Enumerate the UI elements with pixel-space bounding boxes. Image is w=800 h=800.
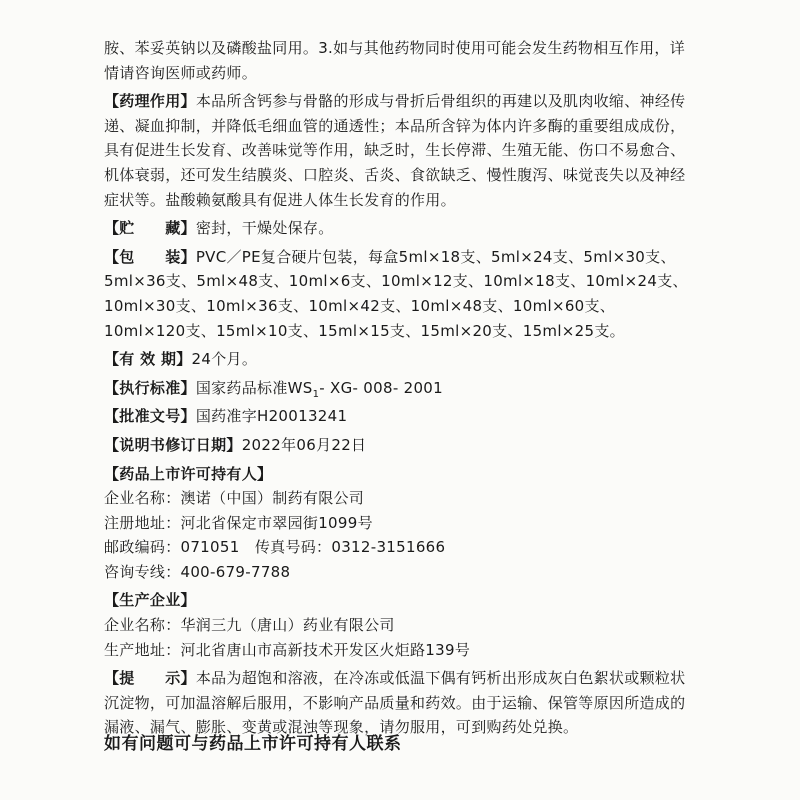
section-text: - XG- 008- 2001 <box>319 378 443 397</box>
section-label: 【有 效 期】 <box>104 350 192 369</box>
holder-hotline: 咨询专线：400-679-7788 <box>104 562 291 581</box>
section-label: 【执行标准】 <box>104 378 196 397</box>
section-holder <box>104 462 694 585</box>
section-text: 本品所含钙参与骨骼的形成与骨折后骨组织的再建以及肌肉收缩、神经传递、凝血抑制，并降低毛细血管的通透性；本品所含锌为体内许多酶的重要组成成份，具有促进生长发育、改善味觉等作用，缺乏时，生长停滞、生殖无能、伤口不易愈合、机体衰弱，还可发生结膜炎、口腔炎、舌炎、食欲缺乏、慢性腹泻、味觉丧失以及神经症状等。盐酸赖氨酸具有促进人体生长发育的作用。 <box>104 92 686 209</box>
section-label: 【说明书修订日期】 <box>104 435 242 454</box>
section-label: 【包 装】 <box>104 247 196 266</box>
section-label: 【批准文号】 <box>104 407 196 426</box>
section-manufacturer <box>104 588 694 662</box>
section-pharmacology <box>104 89 694 212</box>
contact-footer: 如有问题可与药品上市许可持有人联系 <box>104 734 402 754</box>
section-packaging <box>104 245 694 343</box>
holder-name: 企业名称：澳诺（中国）制药有限公司 <box>104 489 365 508</box>
section-approval <box>104 404 694 429</box>
section-text: 24个月。 <box>191 350 258 369</box>
section-label: 【药品上市许可持有人】 <box>104 464 273 483</box>
holder-address: 注册地址：河北省保定市翠园街1099号 <box>104 513 373 532</box>
section-label: 【生产企业】 <box>104 591 196 610</box>
interaction-note: 胺、苯妥英钠以及磷酸盐同用。3.如与其他药物同时使用可能会发生药物相互作用，详情请咨询医师或药师。 <box>104 39 686 82</box>
section-validity <box>104 347 694 372</box>
section-label: 【提 示】 <box>104 669 196 688</box>
leaflet-body <box>104 36 694 740</box>
manufacturer-address: 生产地址：河北省唐山市高新技术开发区火炬路139号 <box>104 640 471 659</box>
manufacturer-name: 企业名称：华润三九（唐山）药业有限公司 <box>104 616 395 635</box>
section-text: 本品为超饱和溶液，在冷冻或低温下偶有钙析出形成灰白色絮状或颗粒状沉淀物，可加温溶解后服用，不影响产品质量和药效。由于运输、保管等原因所造成的漏液、漏气、膨胀、变黄或混浊等现象，请勿服用，可到购药处兑换。 <box>104 669 686 737</box>
section-storage <box>104 216 694 241</box>
section-revision <box>104 433 694 458</box>
section-text: 密封，干燥处保存。 <box>195 219 334 238</box>
section-text: 国家药品标准WS <box>195 378 313 397</box>
section-text: PVC／PE复合硬片包装，每盒5ml×18支、5ml×24支、5ml×30支、5ml×36支、5ml×48支、10ml×6支、10ml×12支、10ml×18支、10ml×24支、10ml×30支、10ml×36支、10ml×42支、10ml×48支、10ml×60支、10ml×120支、15ml×10支、15ml×15支、15ml×20支、15ml×25支。 <box>104 247 688 340</box>
subscript: 1 <box>312 388 320 400</box>
section-label: 【药理作用】 <box>104 92 196 111</box>
holder-postal-fax: 邮政编码：071051 传真号码：0312-3151666 <box>104 538 446 557</box>
section-text: 2022年06月22日 <box>241 435 367 454</box>
section-text: 国药准字H20013241 <box>195 407 348 426</box>
section-standard <box>104 376 694 401</box>
section-label: 【贮 藏】 <box>104 219 196 238</box>
